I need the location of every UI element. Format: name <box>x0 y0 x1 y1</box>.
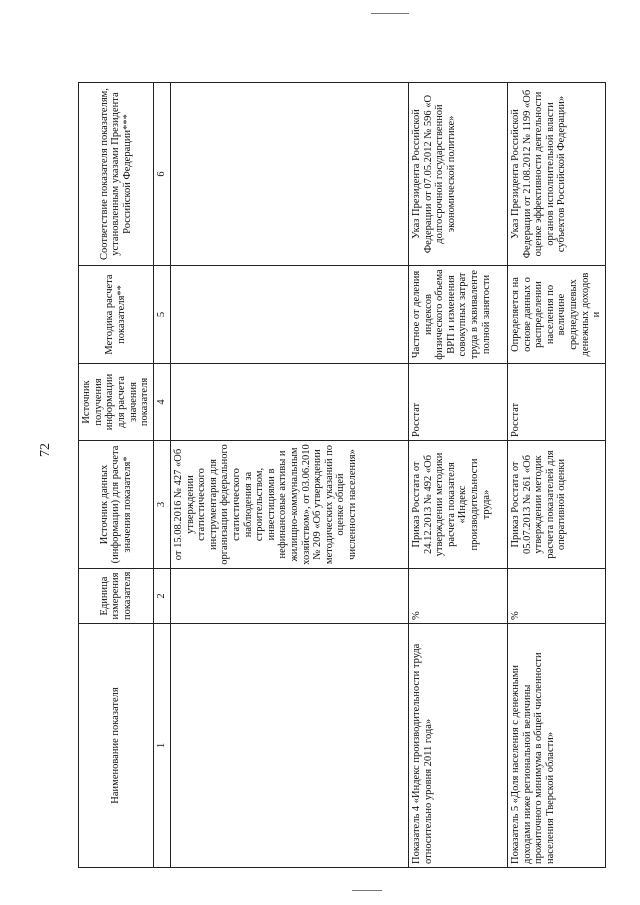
rotated-page <box>78 83 603 868</box>
column-number: 1 <box>154 624 171 868</box>
cell-compliance <box>171 83 409 266</box>
column-number-row <box>154 83 171 868</box>
cell-method: Частное от деления индексов физического объема ВРП и изменения совокупных затрат труда в эквиваленте полной занятости <box>409 266 508 364</box>
table-row <box>409 83 508 868</box>
scan-mark-top <box>371 13 409 14</box>
cell-method <box>171 266 409 364</box>
cell-method: Определяется на основе данных о распределении населения по величине среднедушевых денежных доходов и <box>508 266 606 364</box>
cell-origin <box>171 364 409 441</box>
cell-unit: % <box>409 569 508 624</box>
cell-name: Показатель 5 «Доля населения с денежными доходами ниже региональной величины прожиточного минимума в общей численности населения Тверской области» <box>508 624 606 868</box>
table-row <box>508 83 606 868</box>
cell-source: Приказ Росстата от 05.07.2013 № 261 «Об утверждении методик расчета показателей для оперативной оценки <box>508 441 606 569</box>
column-number: 5 <box>154 266 171 364</box>
cell-origin: Росстат <box>409 364 508 441</box>
cell-unit <box>171 569 409 624</box>
cell-compliance: Указ Президента Российской Федерации от 21.08.2012 № 1199 «Об оценке эффективности деятельности органов исполнительной власти субъектов Российской Федерации» <box>508 83 606 266</box>
header-name: Наименование показателя <box>79 624 154 868</box>
indicator-table <box>78 82 606 868</box>
header-source: Источник данных (информации) для расчета значения показателя* <box>79 441 154 569</box>
header-row <box>79 83 154 868</box>
column-number: 3 <box>154 441 171 569</box>
header-unit: Единица измерения показателя <box>79 569 154 624</box>
column-number: 4 <box>154 364 171 441</box>
cell-source: Приказ Росстата от 24.12.2013 № 492 «Об утверждении методики расчета показателя «Индекс производительности труда» <box>409 441 508 569</box>
page-number: 72 <box>38 443 53 457</box>
cell-source: от 15.08.2016 № 427 «Об утверждении статистического инструментария для организации федерального статистического наблюдения за строительством, инвестициями в нефинансовые активы и жилищно-коммунальным хозяйством», от 03.06.2010 № 209 «Об утверждении методических указаний по оценке общей численности населения» <box>171 441 409 569</box>
header-origin: Источник получения информации для расчета значения показателя <box>79 364 154 441</box>
table-row <box>171 83 409 868</box>
cell-name: Показатель 4 «Индекс производительности труда относительно уровня 2011 года» <box>409 624 508 868</box>
scan-mark-bottom <box>352 890 382 891</box>
header-method: Методика расчета показателя** <box>79 266 154 364</box>
cell-origin: Росстат <box>508 364 606 441</box>
cell-compliance: Указ Президента Российской Федерации от 07.05.2012 № 596 «О долгосрочной государственной экономической политике» <box>409 83 508 266</box>
cell-name <box>171 624 409 868</box>
cell-unit: % <box>508 569 606 624</box>
header-compliance: Соответствие показателя показателям, установленным указами Президента Российской Федерации*** <box>79 83 154 266</box>
column-number: 6 <box>154 83 171 266</box>
column-number: 2 <box>154 569 171 624</box>
